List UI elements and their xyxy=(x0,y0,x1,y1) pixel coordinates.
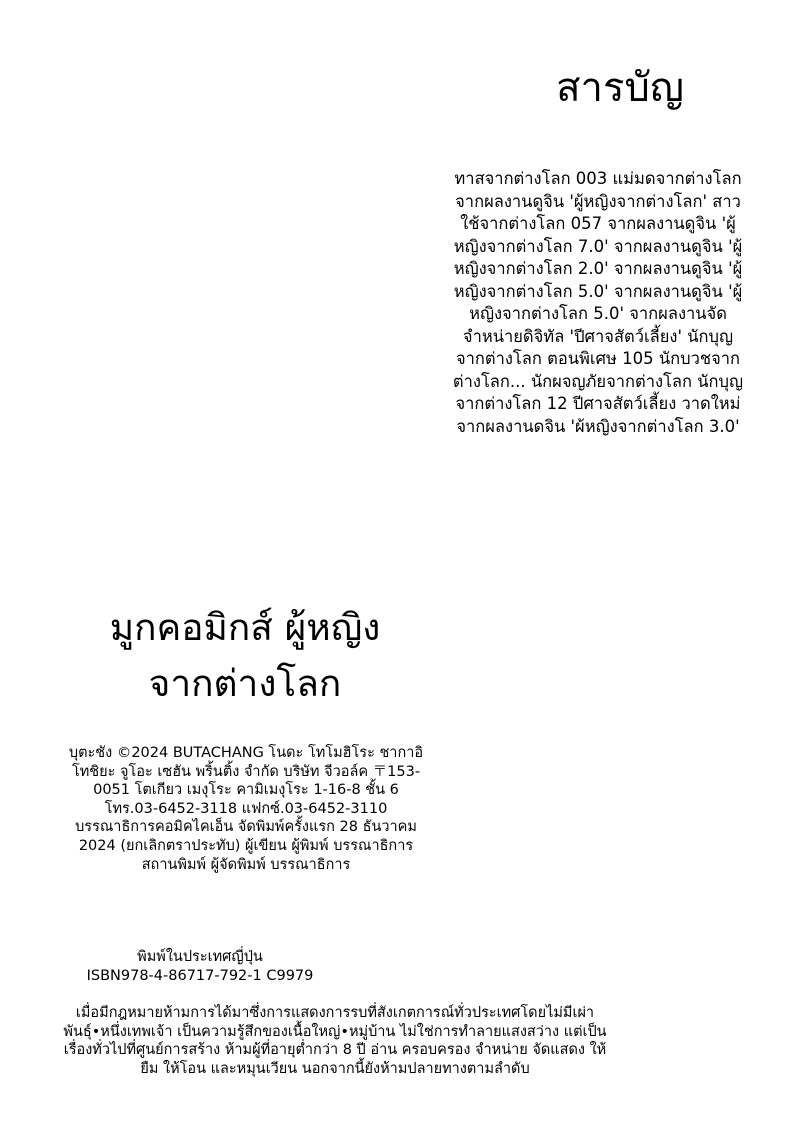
printed-info xyxy=(60,948,340,986)
colophon-credits: บุตะชัง ©2024 BUTACHANG โนดะ โทโมฮิโระ ชากาอิ โทชิยะ จูโอะ เซฮัน พริ้นติ้ง จำกัด บริษัท จีวอล์ค 〒153-0051 โตเกียว เมงุโระ คามิเมงุโระ 1-16-8 ชั้น 6 โทร.03-6452-3118 แฟกซ์.03-6452-3110 บรรณาธิการคอมิคไคเอ็น จัดพิมพ์ครั้งแรก 28 ธันวาคม 2024 (ยกเลิกตราประทับ) ผู้เขียน ผู้พิมพ์ บรรณาธิการ สถานพิมพ์ ผู้จัดพิมพ์ บรรณาธิการ xyxy=(68,745,424,873)
book-title xyxy=(60,600,430,712)
toc-heading: สารบัญ xyxy=(556,65,684,111)
toc-contents-text: ทาสจากต่างโลก 003 แม่มดจากต่างโลก จากผลงานดูจิน 'ผู้หญิงจากต่างโลก' สาวใช้จากต่างโลก 057 จากผลงานดูจิน 'ผู้หญิงจากต่างโลก 7.0' จากผลงานดูจิน 'ผู้หญิงจากต่างโลก 2.0' จากผลงานดูจิน 'ผู้หญิงจากต่างโลก 5.0' จากผลงานดูจิน 'ผู้หญิงจากต่างโลก 5.0' จากผลงานจัดจำหน่ายดิจิทัล 'ปีศาจสัตว์เลี้ยง' นักบุญจากต่างโลก ตอนพิเศษ 105 นักบวชจากต่างโลก... นักผจญภัยจากต่างโลก นักบุญจากต่างโลก 12 ปีศาจสัตว์เลี้ยง วาดใหม่ จากผลงานดจิน 'ผ้หญิงจากต่างโลก 3.0' xyxy=(452,169,744,436)
printed-country: พิมพ์ในประเทศญี่ปุ่น xyxy=(137,949,263,965)
book-title-line-1: มูกคอมิกส์ ผู้หญิง xyxy=(109,606,381,649)
legal-notice: เมื่อมีกฎหมายห้ามการได้มาซึ่งการแสดงการรบที่สังเกตการณ์ทั่วประเทศโดยไม่มีเผ่าพันธุ์•หนึ่งเทพเจ้า เป็นความรู้สึกของเนื้อใหญ่•หมู่บ้าน ไม่ใช่การทำลายแสงสว่าง แต่เป็นเรื่องทั่วไปที่ศูนย์การสร้าง ห้ามผู้ที่อายุต่ำกว่า 8 ปี อ่าน ครอบครอง จำหน่าย จัดแสดง ให้ยืม ให้โอน และหมุนเวียน นอกจากนี้ยังห้ามปลายทางตามลำดับ xyxy=(63,1005,607,1077)
book-title-line-2: จากต่างโลก xyxy=(148,662,342,705)
isbn: ISBN978-4-86717-792-1 C9979 xyxy=(86,968,314,984)
